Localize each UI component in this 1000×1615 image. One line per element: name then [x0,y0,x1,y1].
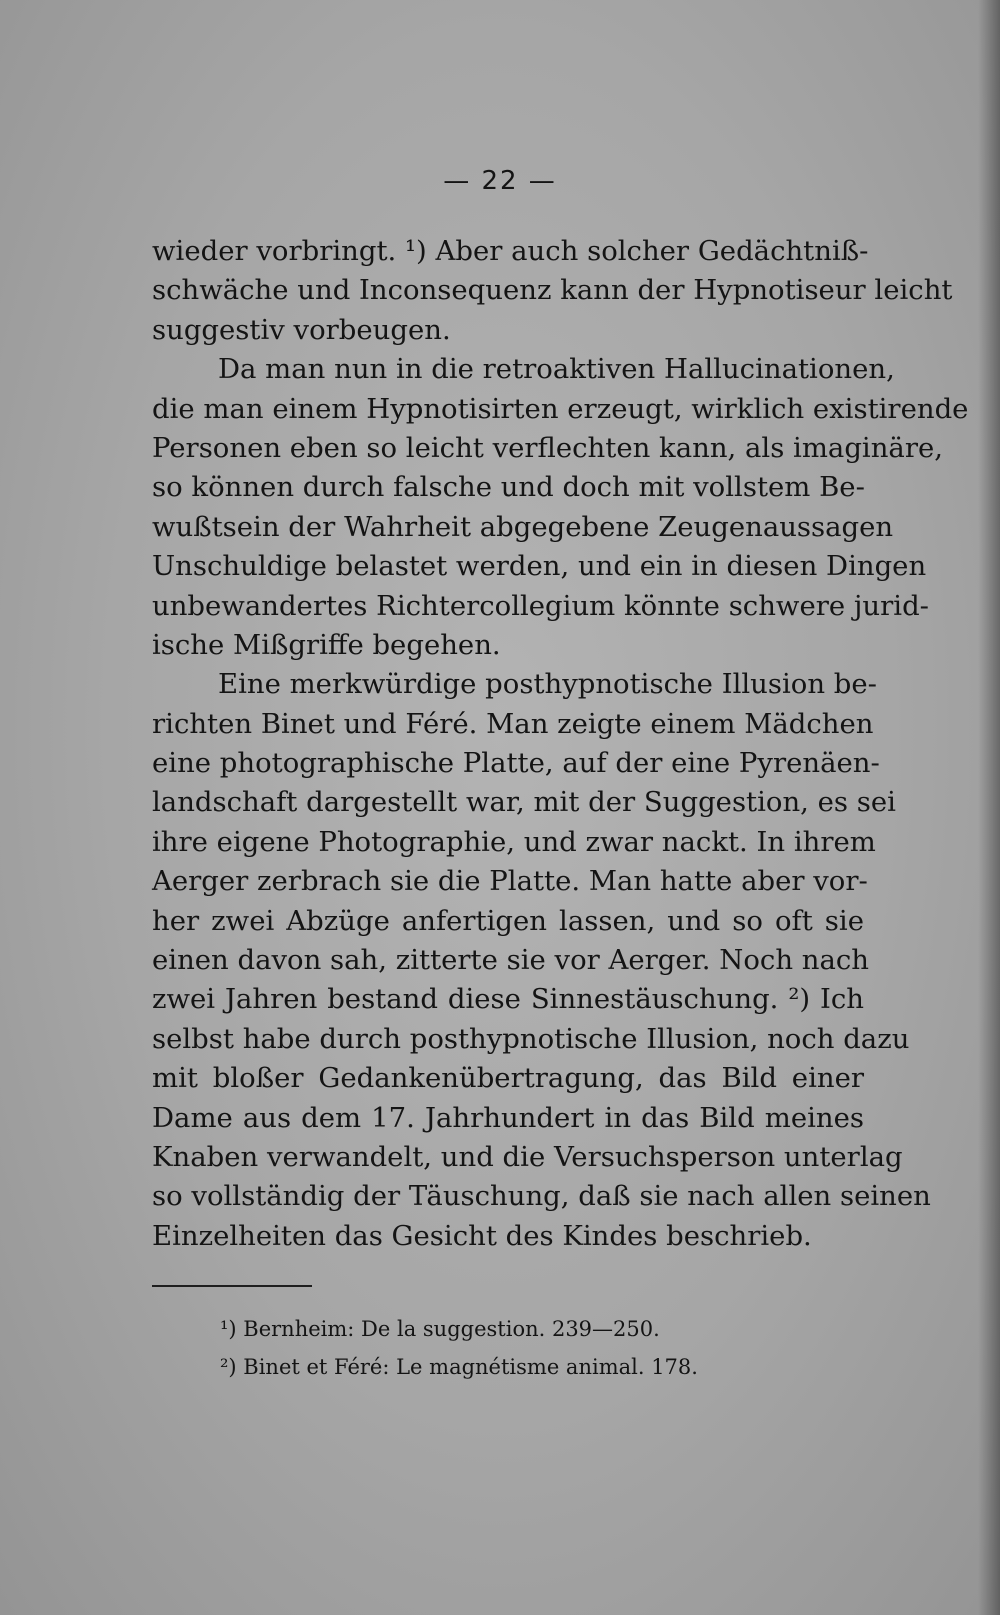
text-line: zwei Jahren bestand diese Sinnestäuschung. ²) Ich [152,983,864,1016]
text-line: wußtsein der Wahrheit abgegebene Zeugenaussagen [152,510,894,543]
footnote: ¹) Bernheim: De la suggestion. 239—250. [220,1317,660,1341]
text-line: Knaben verwandelt, und die Versuchsperson unterlag [152,1140,903,1173]
text-line: suggestiv vorbeugen. [152,313,451,346]
footnote-rule [152,1285,312,1287]
text-line: her zwei Abzüge anfertigen lassen, und so oft sie [152,904,864,937]
text-line: schwäche und Inconsequenz kann der Hypnotiseur leicht [152,274,953,307]
text-line: landschaft dargestellt war, mit der Suggestion, es sei [152,786,896,819]
text-line: unbewandertes Richtercollegium könnte schwere jurid- [152,589,929,622]
text-line: so vollständig der Täuschung, daß sie nach allen seinen [152,1180,931,1213]
text-line: Personen eben so leicht verflechten kann, als imaginäre, [152,431,943,464]
footnotes [220,1310,820,1386]
text-line: ihre eigene Photographie, und zwar nackt. In ihrem [152,825,876,858]
text-line: Aerger zerbrach sie die Platte. Man hatte aber vor- [152,865,868,898]
text-line: wieder vorbringt. ¹) Aber auch solcher Gedächtniß- [152,235,869,267]
text-line: selbst habe durch posthypnotische Illusion, noch dazu [152,1022,910,1055]
text-line: eine photographische Platte, auf der eine Pyrenäen- [152,747,880,780]
text-line: ische Mißgriffe begehen. [152,628,501,661]
text-line: Einzelheiten das Gesicht des Kindes beschrieb. [152,1219,812,1252]
text-line: Da man nun in die retroaktiven Hallucinationen, [218,353,895,386]
text-line: richten Binet und Féré. Man zeigte einem Mädchen [152,707,874,740]
text-line: Dame aus dem 17. Jahrhundert in das Bild meines [152,1101,864,1134]
body-text [152,232,969,1256]
text-line: mit bloßer Gedankenübertragung, das Bild einer [152,1062,864,1095]
footnote: ²) Binet et Féré: Le magnétisme animal. 178. [220,1355,698,1379]
text-line: die man einem Hypnotisirten erzeugt, wirklich existirende [152,392,969,425]
page-number: — 22 — [443,166,557,196]
text-line: Unschuldige belastet werden, und ein in diesen Dingen [152,550,927,583]
page-edge-shadow [978,0,1000,1615]
text-line: so können durch falsche und doch mit vollstem Be- [152,471,865,504]
text-line: Eine merkwürdige posthypnotische Illusion be- [218,668,877,701]
text-line: einen davon sah, zitterte sie vor Aerger. Noch nach [152,944,869,977]
